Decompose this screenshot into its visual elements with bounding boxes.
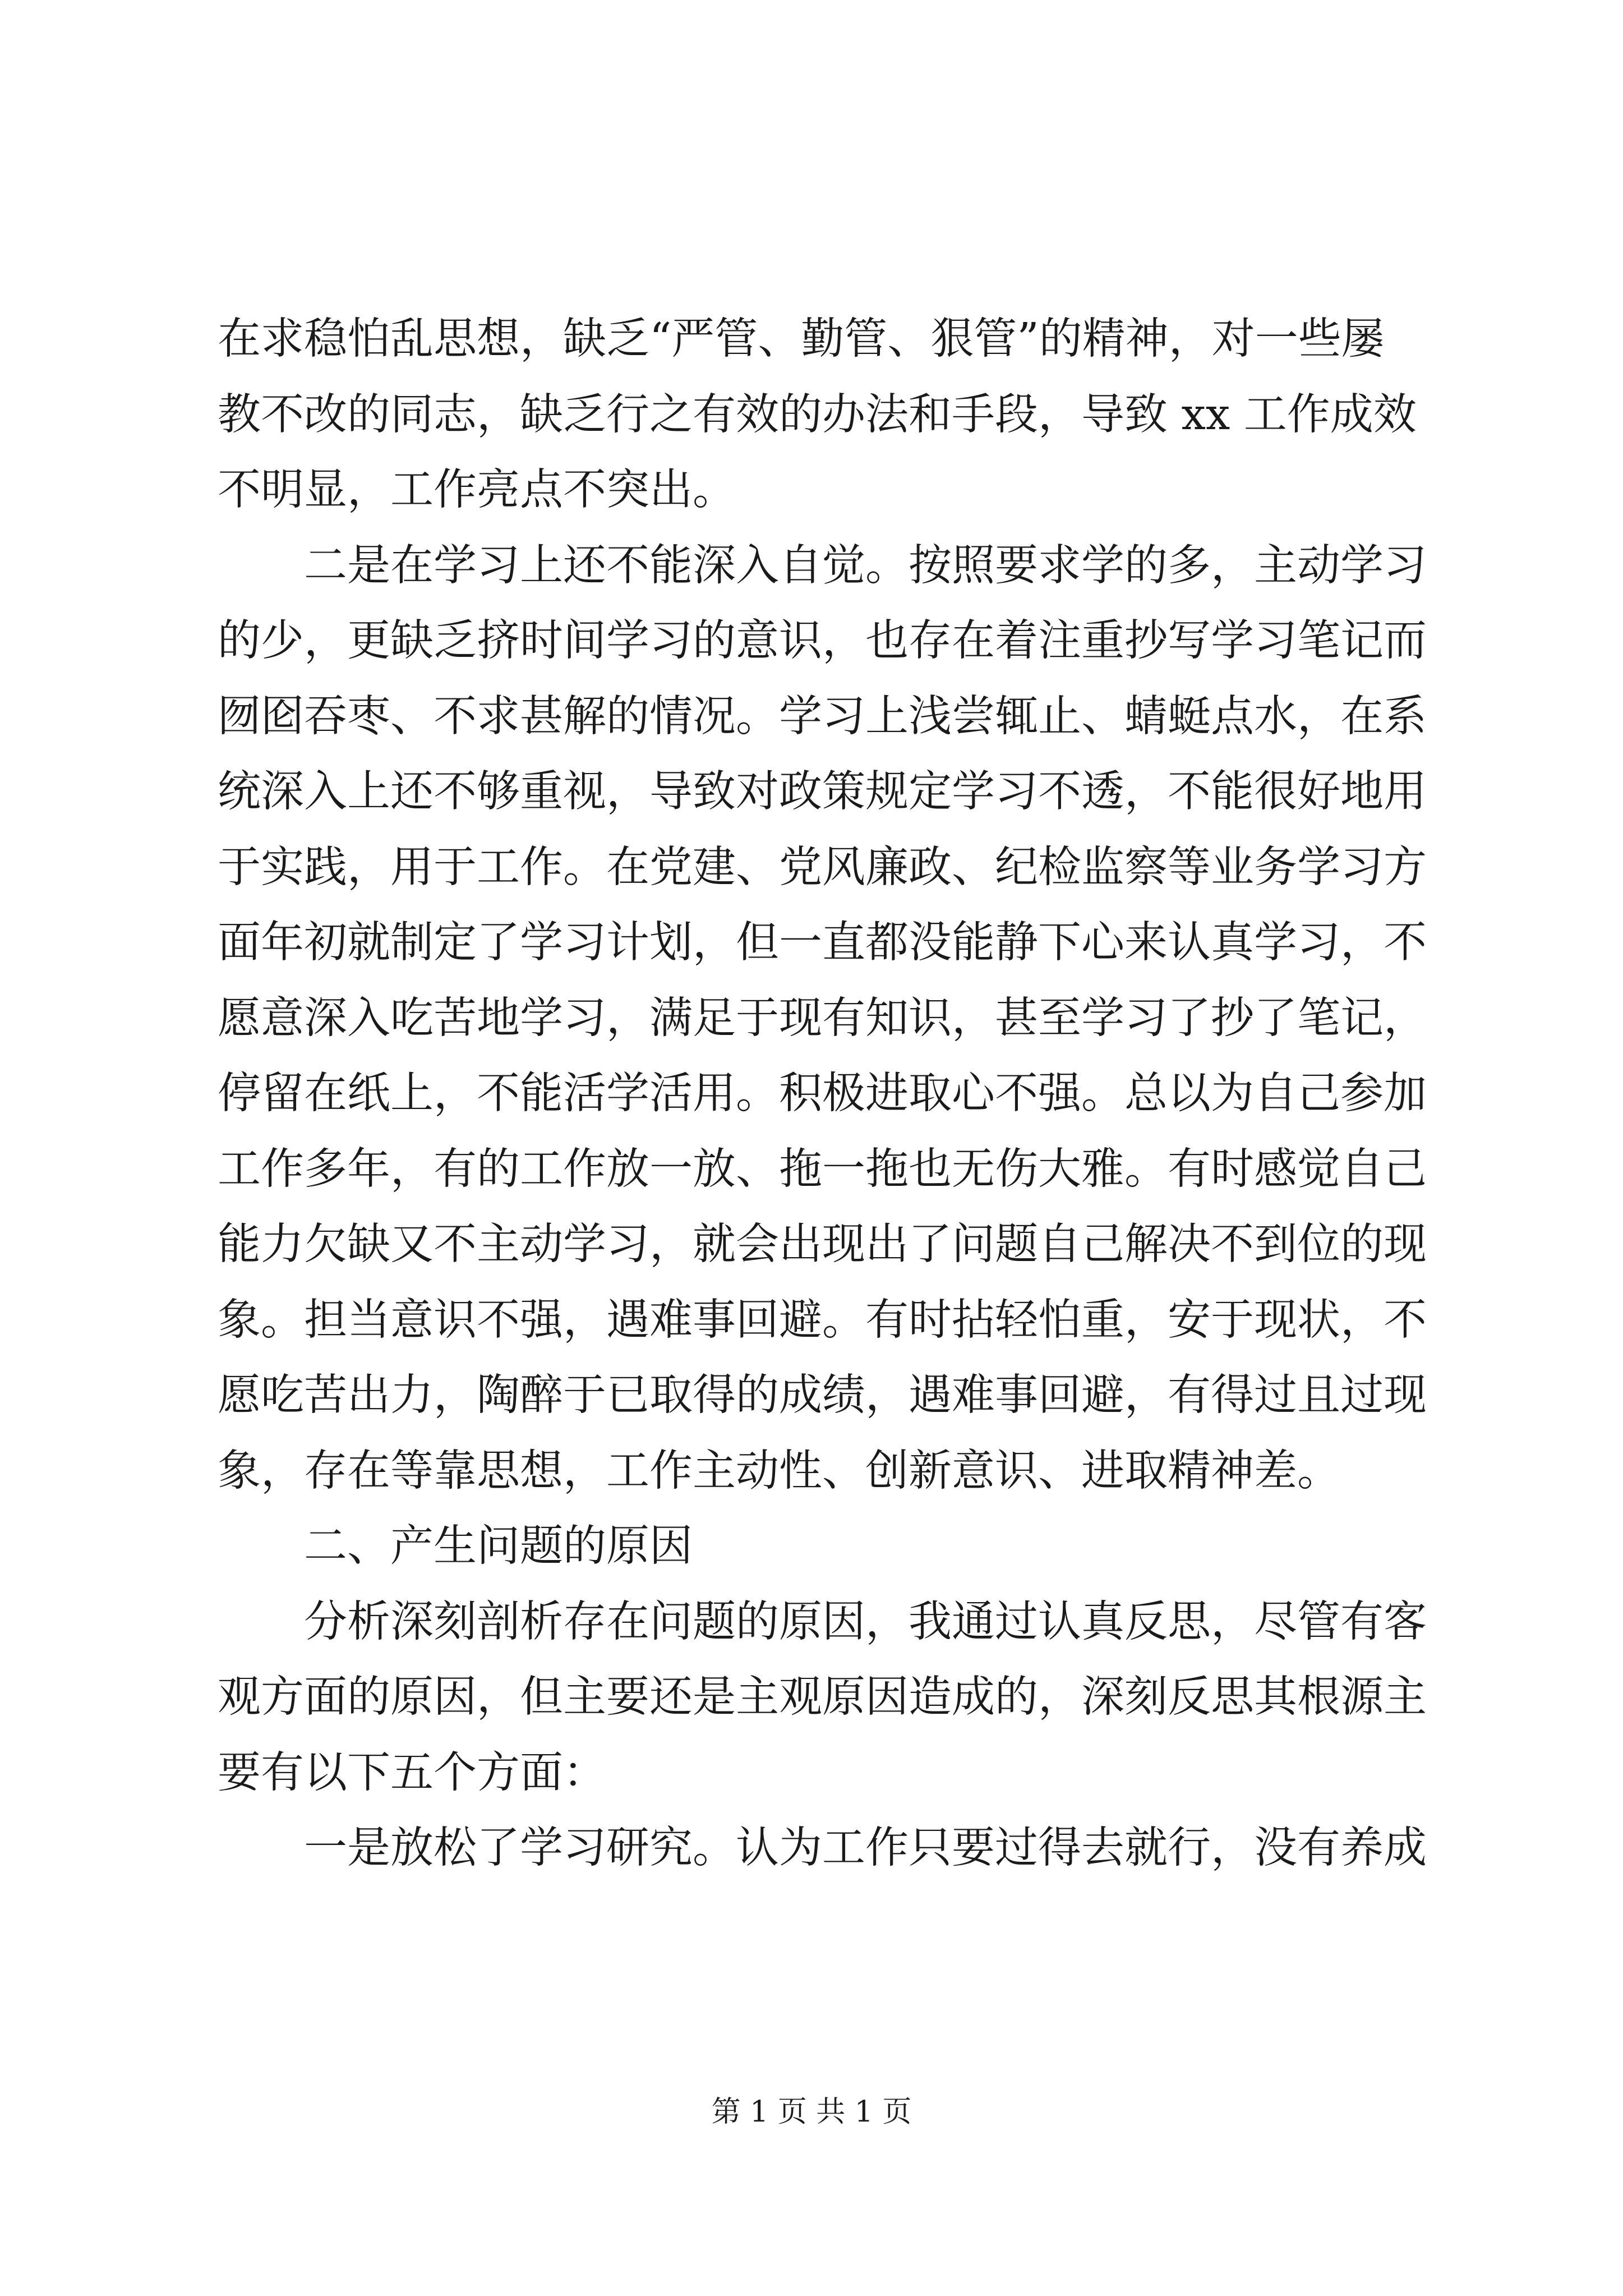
text-line: 面年初就制定了学习计划，但一直都没能静下心来认真学习，不 <box>218 918 1427 968</box>
page-footer <box>0 2092 1623 2132</box>
text-line: 在求稳怕乱思想，缺乏“严管、勤管、狠管”的精神，对一些屡 <box>218 314 1385 364</box>
text-line: 能力欠缺又不主动学习，就会出现出了问题自己解决不到位的现 <box>218 1220 1427 1269</box>
text-line: 于实践，用于工作。在党建、党风廉政、纪检监察等业务学习方 <box>218 842 1427 892</box>
text-line: 愿吃苦出力，陶醉于已取得的成绩，遇难事回避，有得过且过现 <box>218 1370 1427 1420</box>
text-line: 分析深刻剖析存在问题的原因，我通过认真反思，尽管有客 <box>218 1596 1427 1647</box>
text-line: 愿意深入吃苦地学习，满足于现有知识，甚至学习了抄了笔记， <box>218 993 1427 1043</box>
text-line: 教不改的同志，缺乏行之有效的办法和手段，导致 xx 工作成效 <box>218 389 1417 440</box>
text-line: 象。担当意识不强，遇难事回避。有时拈轻怕重，安于现状，不 <box>218 1295 1427 1345</box>
text-line: 囫囵吞枣、不求甚解的情况。学习上浅尝辄止、蜻蜓点水，在系 <box>218 691 1427 742</box>
text-line: 统深入上还不够重视，导致对政策规定学习不透，不能很好地用 <box>218 767 1427 817</box>
text-line: 不明显，工作亮点不突出。 <box>218 465 736 515</box>
text-line: 要有以下五个方面： <box>218 1747 606 1798</box>
text-line: 停留在纸上，不能活学活用。积极进取心不强。总以为自己参加 <box>218 1069 1427 1119</box>
text-line: 观方面的原因，但主要还是主观原因造成的，深刻反思其根源主 <box>218 1672 1427 1722</box>
document-body <box>218 302 1440 1887</box>
text-line: 的少，更缺乏挤时间学习的意识，也存在着注重抄写学习笔记而 <box>218 616 1427 666</box>
page-number-label: 第 1 页 共 1 页 <box>711 2095 912 2129</box>
section-heading: 二、产生问题的原因 <box>218 1521 693 1571</box>
text-line: 工作多年，有的工作放一放、拖一拖也无伤大雅。有时感觉自己 <box>218 1144 1427 1194</box>
text-line: 二是在学习上还不能深入自觉。按照要求学的多，主动学习 <box>218 540 1427 591</box>
text-line: 象，存在等靠思想，工作主动性、创新意识、进取精神差。 <box>218 1446 1340 1496</box>
text-line: 一是放松了学习研究。认为工作只要过得去就行，没有养成 <box>218 1823 1427 1873</box>
